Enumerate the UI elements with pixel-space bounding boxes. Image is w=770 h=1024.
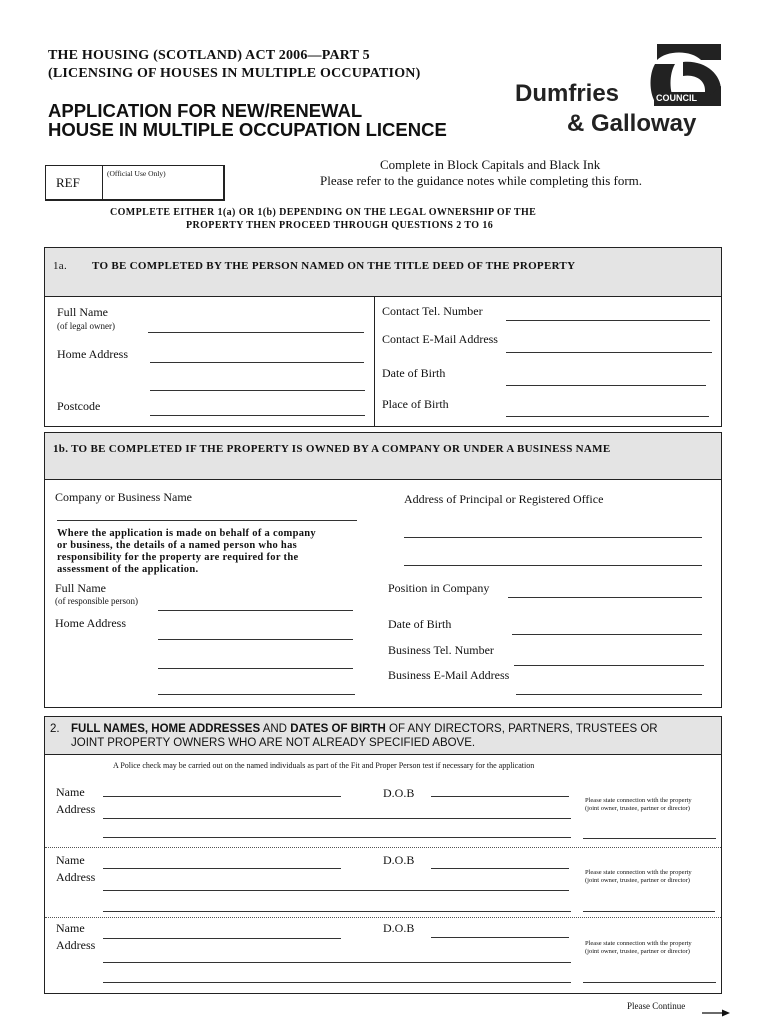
entry2-name-label: Name	[56, 853, 85, 867]
entry3-dob-field[interactable]	[431, 937, 569, 938]
entry2-connection-l2: (joint owner, trustee, partner or director)	[585, 877, 690, 884]
responsible-address-field-2[interactable]	[158, 668, 353, 669]
entry3-address-field-2[interactable]	[103, 982, 571, 983]
contact-email-field[interactable]	[506, 352, 712, 353]
responsible-full-name-label: Full Name	[55, 581, 106, 595]
contact-tel-label: Contact Tel. Number	[382, 304, 483, 318]
section-1a-number: 1a.	[53, 260, 68, 272]
entry1-connection-field[interactable]	[583, 838, 716, 839]
entry3-address-field-1[interactable]	[103, 962, 571, 963]
entry-divider-1	[45, 847, 721, 848]
home-address-field-2[interactable]	[150, 390, 365, 391]
company-name-field[interactable]	[57, 520, 357, 521]
position-label: Position in Company	[388, 581, 490, 595]
dob-field[interactable]	[506, 385, 706, 386]
entry1-connection-l1: Please state connection with the property	[585, 797, 692, 804]
business-dob-label: Date of Birth	[388, 617, 452, 631]
behalf-note-line1: Where the application is made on behalf of a company	[57, 528, 316, 539]
entry2-connection-l1: Please state connection with the property	[585, 869, 692, 876]
responsible-home-address-label: Home Address	[55, 616, 126, 630]
business-tel-field[interactable]	[514, 665, 704, 666]
business-dob-field[interactable]	[512, 634, 702, 635]
entry3-connection-label	[585, 940, 692, 956]
section-2-number: 2.	[50, 723, 60, 735]
instruction-block-capitals: Complete in Block Capitals and Black Ink	[380, 157, 601, 172]
act-title-line2: (LICENSING OF HOUSES IN MULTIPLE OCCUPATION)	[48, 66, 421, 81]
section-2-title-line2: JOINT PROPERTY OWNERS WHO ARE NOT ALREADY SPECIFIED ABOVE.	[71, 737, 476, 749]
section-2-title-line1	[71, 723, 658, 735]
business-tel-label: Business Tel. Number	[388, 643, 494, 657]
legal-owner-label: (of legal owner)	[57, 321, 115, 331]
entry3-dob-label: D.O.B	[383, 921, 415, 935]
position-field[interactable]	[508, 597, 702, 598]
contact-email-label: Contact E-Mail Address	[382, 332, 498, 346]
entry2-name-field[interactable]	[103, 868, 341, 869]
dob-label: Date of Birth	[382, 366, 446, 380]
entry2-dob-label: D.O.B	[383, 853, 415, 867]
entry1-dob-field[interactable]	[431, 796, 569, 797]
behalf-note-line4: assessment of the application.	[57, 564, 199, 575]
responsible-person-label: (of responsible person)	[55, 596, 138, 606]
entry1-name-field[interactable]	[103, 796, 341, 797]
entry1-address-field-2[interactable]	[103, 837, 571, 838]
instruction-guidance: Please refer to the guidance notes while completing this form.	[320, 173, 643, 188]
entry3-connection-l2: (joint owner, trustee, partner or director)	[585, 948, 690, 955]
company-name-label: Company or Business Name	[55, 490, 192, 504]
full-name-label: Full Name	[57, 305, 108, 319]
entry3-connection-field[interactable]	[583, 982, 716, 983]
either-instruction-line1: COMPLETE EITHER 1(a) OR 1(b) DEPENDING ON THE LEGAL OWNERSHIP OF THE	[110, 207, 537, 218]
entry2-dob-field[interactable]	[431, 868, 569, 869]
entry3-name-field[interactable]	[103, 938, 341, 939]
home-address-field-1[interactable]	[150, 362, 364, 363]
entry1-address-field-1[interactable]	[103, 818, 571, 819]
section-2-title-bold2: DATES OF BIRTH	[290, 723, 386, 735]
business-email-field[interactable]	[516, 694, 702, 695]
place-of-birth-label: Place of Birth	[382, 397, 449, 411]
behalf-note-line3: responsibility for the property are required for the	[57, 552, 299, 563]
act-title-line1: THE HOUSING (SCOTLAND) ACT 2006—PART 5	[48, 48, 370, 63]
contact-tel-field[interactable]	[506, 320, 710, 321]
form-title-line1: APPLICATION FOR NEW/RENEWAL	[48, 100, 363, 121]
official-use-label: (Official Use Only)	[107, 169, 166, 178]
entry3-connection-l1: Please state connection with the property	[585, 940, 692, 947]
section-1b-title: 1b. TO BE COMPLETED IF THE PROPERTY IS OWNED BY A COMPANY OR UNDER A BUSINESS NAME	[53, 443, 611, 455]
principal-address-field-1[interactable]	[404, 537, 702, 538]
responsible-address-field-1[interactable]	[158, 639, 353, 640]
ref-label: REF	[56, 175, 80, 190]
postcode-label: Postcode	[57, 399, 101, 413]
ref-box[interactable]	[45, 165, 225, 201]
please-continue-label: Please Continue	[627, 1001, 686, 1011]
full-name-field[interactable]	[148, 332, 364, 333]
entry2-connection-field[interactable]	[583, 911, 715, 912]
postcode-field[interactable]	[150, 415, 365, 416]
responsible-full-name-field[interactable]	[158, 610, 353, 611]
business-email-label: Business E-Mail Address	[388, 668, 510, 682]
entry2-connection-label	[585, 869, 692, 885]
section-1b-header	[45, 433, 721, 480]
entry1-dob-label: D.O.B	[383, 786, 415, 800]
entry3-address-label: Address	[56, 938, 96, 952]
behalf-note-line2: or business, the details of a named person who has	[57, 540, 298, 551]
entry2-address-label: Address	[56, 870, 96, 884]
logo-dumfries: Dumfries	[515, 80, 620, 107]
behalf-note	[57, 528, 316, 576]
arrow-right-icon	[702, 1004, 730, 1022]
home-address-label: Home Address	[57, 347, 128, 361]
responsible-address-field-3[interactable]	[158, 694, 355, 695]
principal-address-label: Address of Principal or Registered Office	[404, 492, 604, 506]
entry1-address-label: Address	[56, 802, 96, 816]
entry1-connection-label	[585, 797, 692, 813]
section-1a-header	[45, 248, 721, 297]
entry2-address-field-1[interactable]	[103, 890, 569, 891]
entry3-name-label: Name	[56, 921, 85, 935]
principal-address-field-2[interactable]	[404, 565, 702, 566]
form-title-line2: HOUSE IN MULTIPLE OCCUPATION LICENCE	[48, 119, 447, 140]
logo-council-label: COUNCIL	[656, 93, 697, 103]
section-2-title-bold1: FULL NAMES, HOME ADDRESSES	[71, 723, 261, 735]
entry-divider-2	[45, 917, 721, 918]
section-2-title-and: AND	[260, 723, 291, 735]
entry2-address-field-2[interactable]	[103, 911, 571, 912]
entry1-name-label: Name	[56, 785, 85, 799]
police-check-note: A Police check may be carried out on the named individuals as part of the Fit and Proper Person test if necessary for the application	[113, 761, 535, 770]
council-logo	[515, 40, 725, 140]
place-of-birth-field[interactable]	[506, 416, 709, 417]
logo-galloway: & Galloway	[567, 110, 697, 137]
section-2-title-rest: OF ANY DIRECTORS, PARTNERS, TRUSTEES OR	[385, 723, 658, 735]
either-instruction-line2: PROPERTY THEN PROCEED THROUGH QUESTIONS 2 TO 16	[186, 220, 494, 231]
entry1-connection-l2: (joint owner, trustee, partner or director)	[585, 805, 690, 812]
section-1a-title: TO BE COMPLETED BY THE PERSON NAMED ON THE TITLE DEED OF THE PROPERTY	[92, 260, 576, 272]
